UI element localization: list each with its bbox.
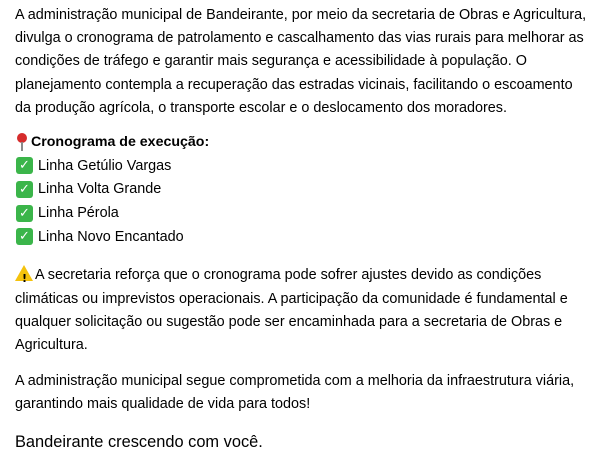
list-item-label: Linha Volta Grande: [38, 181, 162, 198]
list-item-label: Linha Pérola: [38, 205, 119, 221]
list-item-label: Linha Getúlio Vargas: [38, 157, 172, 174]
round-pushpin-icon: [15, 132, 29, 152]
check-mark-icon: ✓: [16, 228, 33, 245]
schedule-list: [15, 154, 591, 248]
schedule-heading: [15, 130, 591, 154]
list-item: [15, 225, 591, 249]
list-item: [15, 201, 591, 225]
notice-text: A secretaria reforça que o cronograma pode sofrer ajustes devido as condições climáticas ou imprevistos operacionais. A participação da comunidade é fundamental e qualquer solicitação ou sugestão pode ser encaminhada para a secretaria de Obras e Agricultura.: [15, 267, 568, 353]
list-item-label: Linha Novo Encantado: [38, 228, 184, 245]
check-mark-icon: ✓: [16, 157, 33, 174]
closing-paragraph: A administração municipal segue comprometida com a melhoria da infraestrutura viária, garantindo mais qualidade de vida para todos!: [15, 373, 575, 413]
list-item: [15, 178, 591, 202]
schedule-heading-text: Cronograma de execução:: [31, 134, 210, 151]
list-item: [15, 154, 591, 178]
check-mark-icon: ✓: [16, 181, 33, 198]
check-mark-icon: ✓: [16, 205, 33, 222]
warning-icon: [15, 265, 33, 281]
intro-paragraph: A administração municipal de Bandeirante, por meio da secretaria de Obras e Agricultura, divulga o cronograma de patrolamento e cascalhamento das vias rurais para melhorar as condições de tráfego e garantir mais segurança e acessibilidade à população. O planejamento contempla a recuperação das estradas vicinais, facilitando o escoamento da produção agrícola, o transporte escolar e o deslocamento dos moradores.: [15, 7, 587, 116]
notice-paragraph: [15, 264, 591, 357]
slogan: Bandeirante crescendo com você.: [15, 432, 263, 451]
